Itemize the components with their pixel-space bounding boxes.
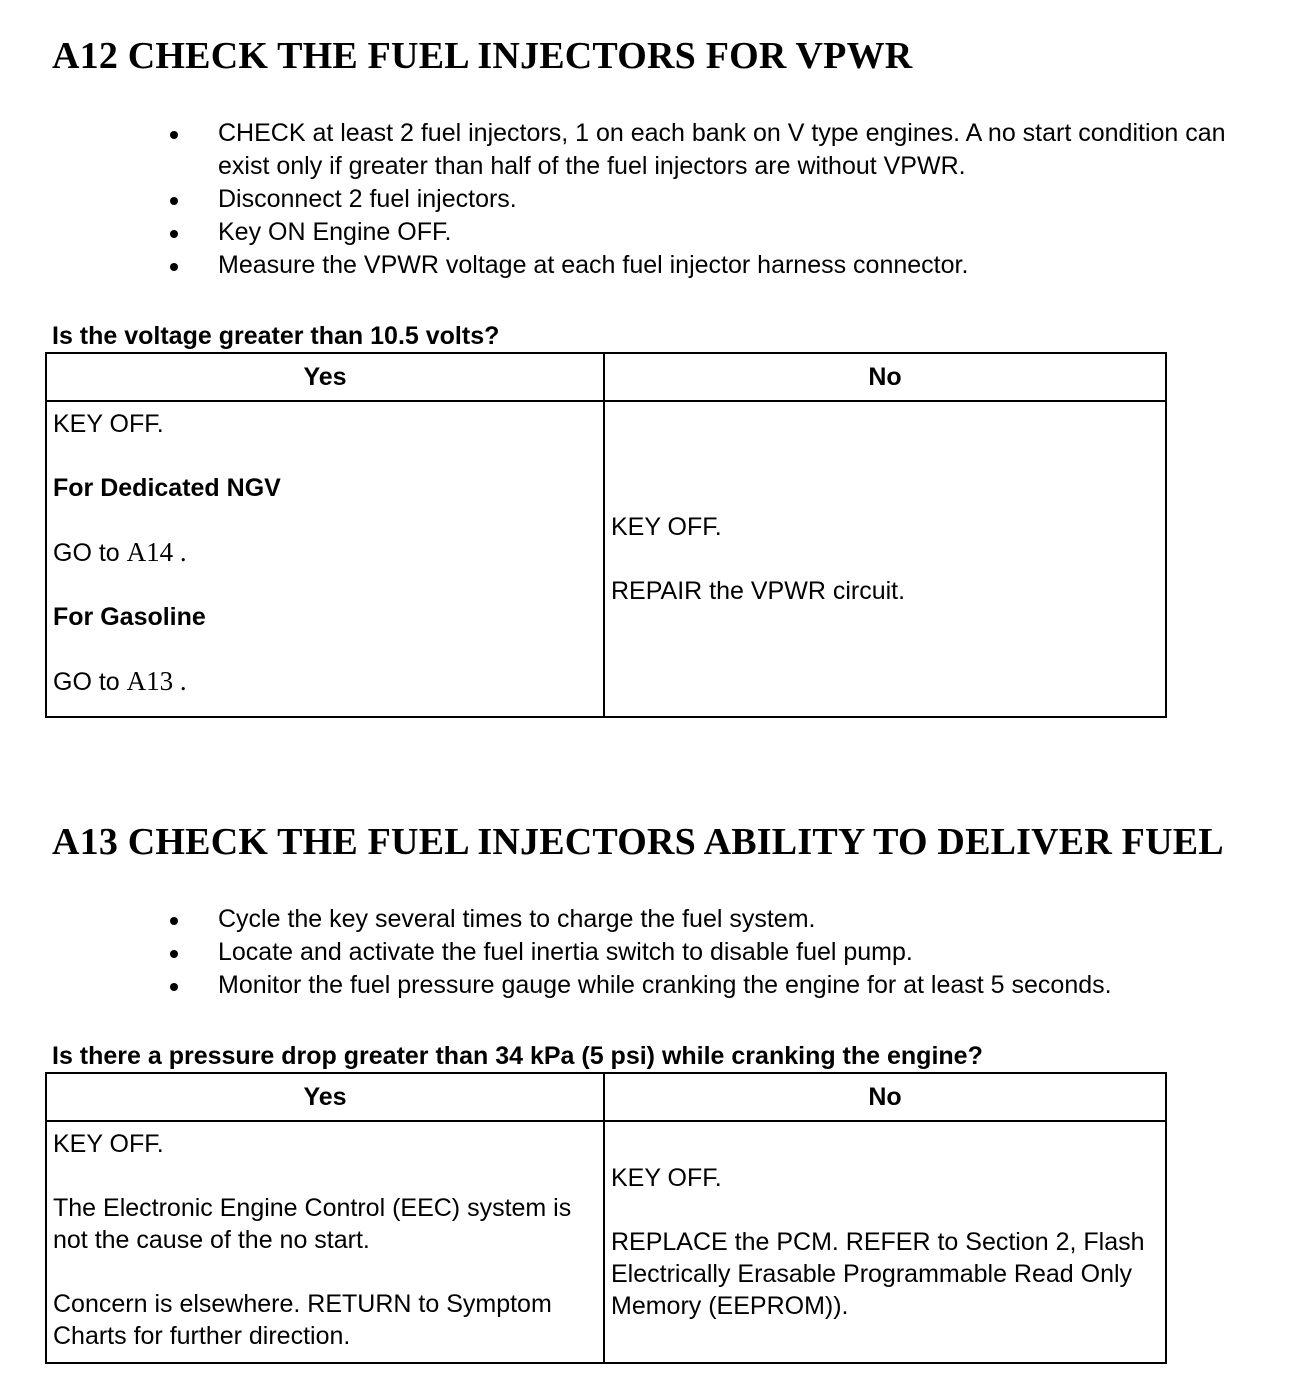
key-off-text: KEY OFF. [53,1130,164,1158]
a13-title: A13 CHECK THE FUEL INJECTORS ABILITY TO DELIVER FUEL [52,821,1224,863]
list-item: Locate and activate the fuel inertia switch to disable fuel pump. [170,936,1270,969]
list-item: Key ON Engine OFF. [170,216,1250,249]
replace-pcm-text: REPLACE the PCM. REFER to Section 2, Flash Electrically Erasable Programmable Read Only Memory (EEPROM)). [611,1228,1145,1320]
bullet-icon [170,263,178,271]
key-off-text: KEY OFF. [611,513,722,541]
list-item: Measure the VPWR voltage at each fuel injector harness connector. [170,249,1250,282]
dedicated-ngv-label: For Dedicated NGV [53,474,281,502]
bullet-icon [170,950,178,958]
goto-a13-step: GO to A13 . [53,666,187,696]
bullet-icon [170,230,178,238]
key-off-text: KEY OFF. [53,410,164,438]
a13-question: Is there a pressure drop greater than 34 kPa (5 psi) while cranking the engine? [52,1042,983,1070]
a12-title: A12 CHECK THE FUEL INJECTORS FOR VPWR [52,35,913,77]
a13-result-table [45,1072,1167,1364]
list-item: Disconnect 2 fuel injectors. [170,183,1250,216]
bullet-icon [170,131,178,139]
no-column-header: No [604,353,1166,401]
goto-a14-step: GO to A14 . [53,537,187,567]
a12-bullet-list [170,117,1250,282]
yes-cell [46,401,604,717]
bullet-icon [170,983,178,991]
repair-text: REPAIR the VPWR circuit. [611,577,906,605]
gasoline-label: For Gasoline [53,603,206,631]
a13-link[interactable]: A13 [126,666,174,696]
a12-result-table [45,352,1167,718]
list-item: Cycle the key several times to charge the fuel system. [170,903,1270,936]
list-item: CHECK at least 2 fuel injectors, 1 on each bank on V type engines. A no start condition can exist only if greater than half of the fuel injectors are without VPWR. [170,117,1250,183]
eec-not-cause-text: The Electronic Engine Control (EEC) system is not the cause of the no start. [53,1194,572,1254]
a13-bullet-list [170,903,1270,1002]
no-cell [604,401,1166,717]
bullet-icon [170,917,178,925]
a14-link[interactable]: A14 [126,537,174,567]
return-to-charts-text: Concern is elsewhere. RETURN to Symptom Charts for further direction. [53,1290,552,1350]
no-column-header: No [604,1073,1166,1121]
bullet-icon [170,197,178,205]
no-cell [604,1121,1166,1363]
yes-column-header: Yes [46,1073,604,1121]
key-off-text: KEY OFF. [611,1164,722,1192]
yes-column-header: Yes [46,353,604,401]
list-item: Monitor the fuel pressure gauge while cranking the engine for at least 5 seconds. [170,969,1270,1002]
a12-question: Is the voltage greater than 10.5 volts? [52,322,500,350]
yes-cell [46,1121,604,1363]
